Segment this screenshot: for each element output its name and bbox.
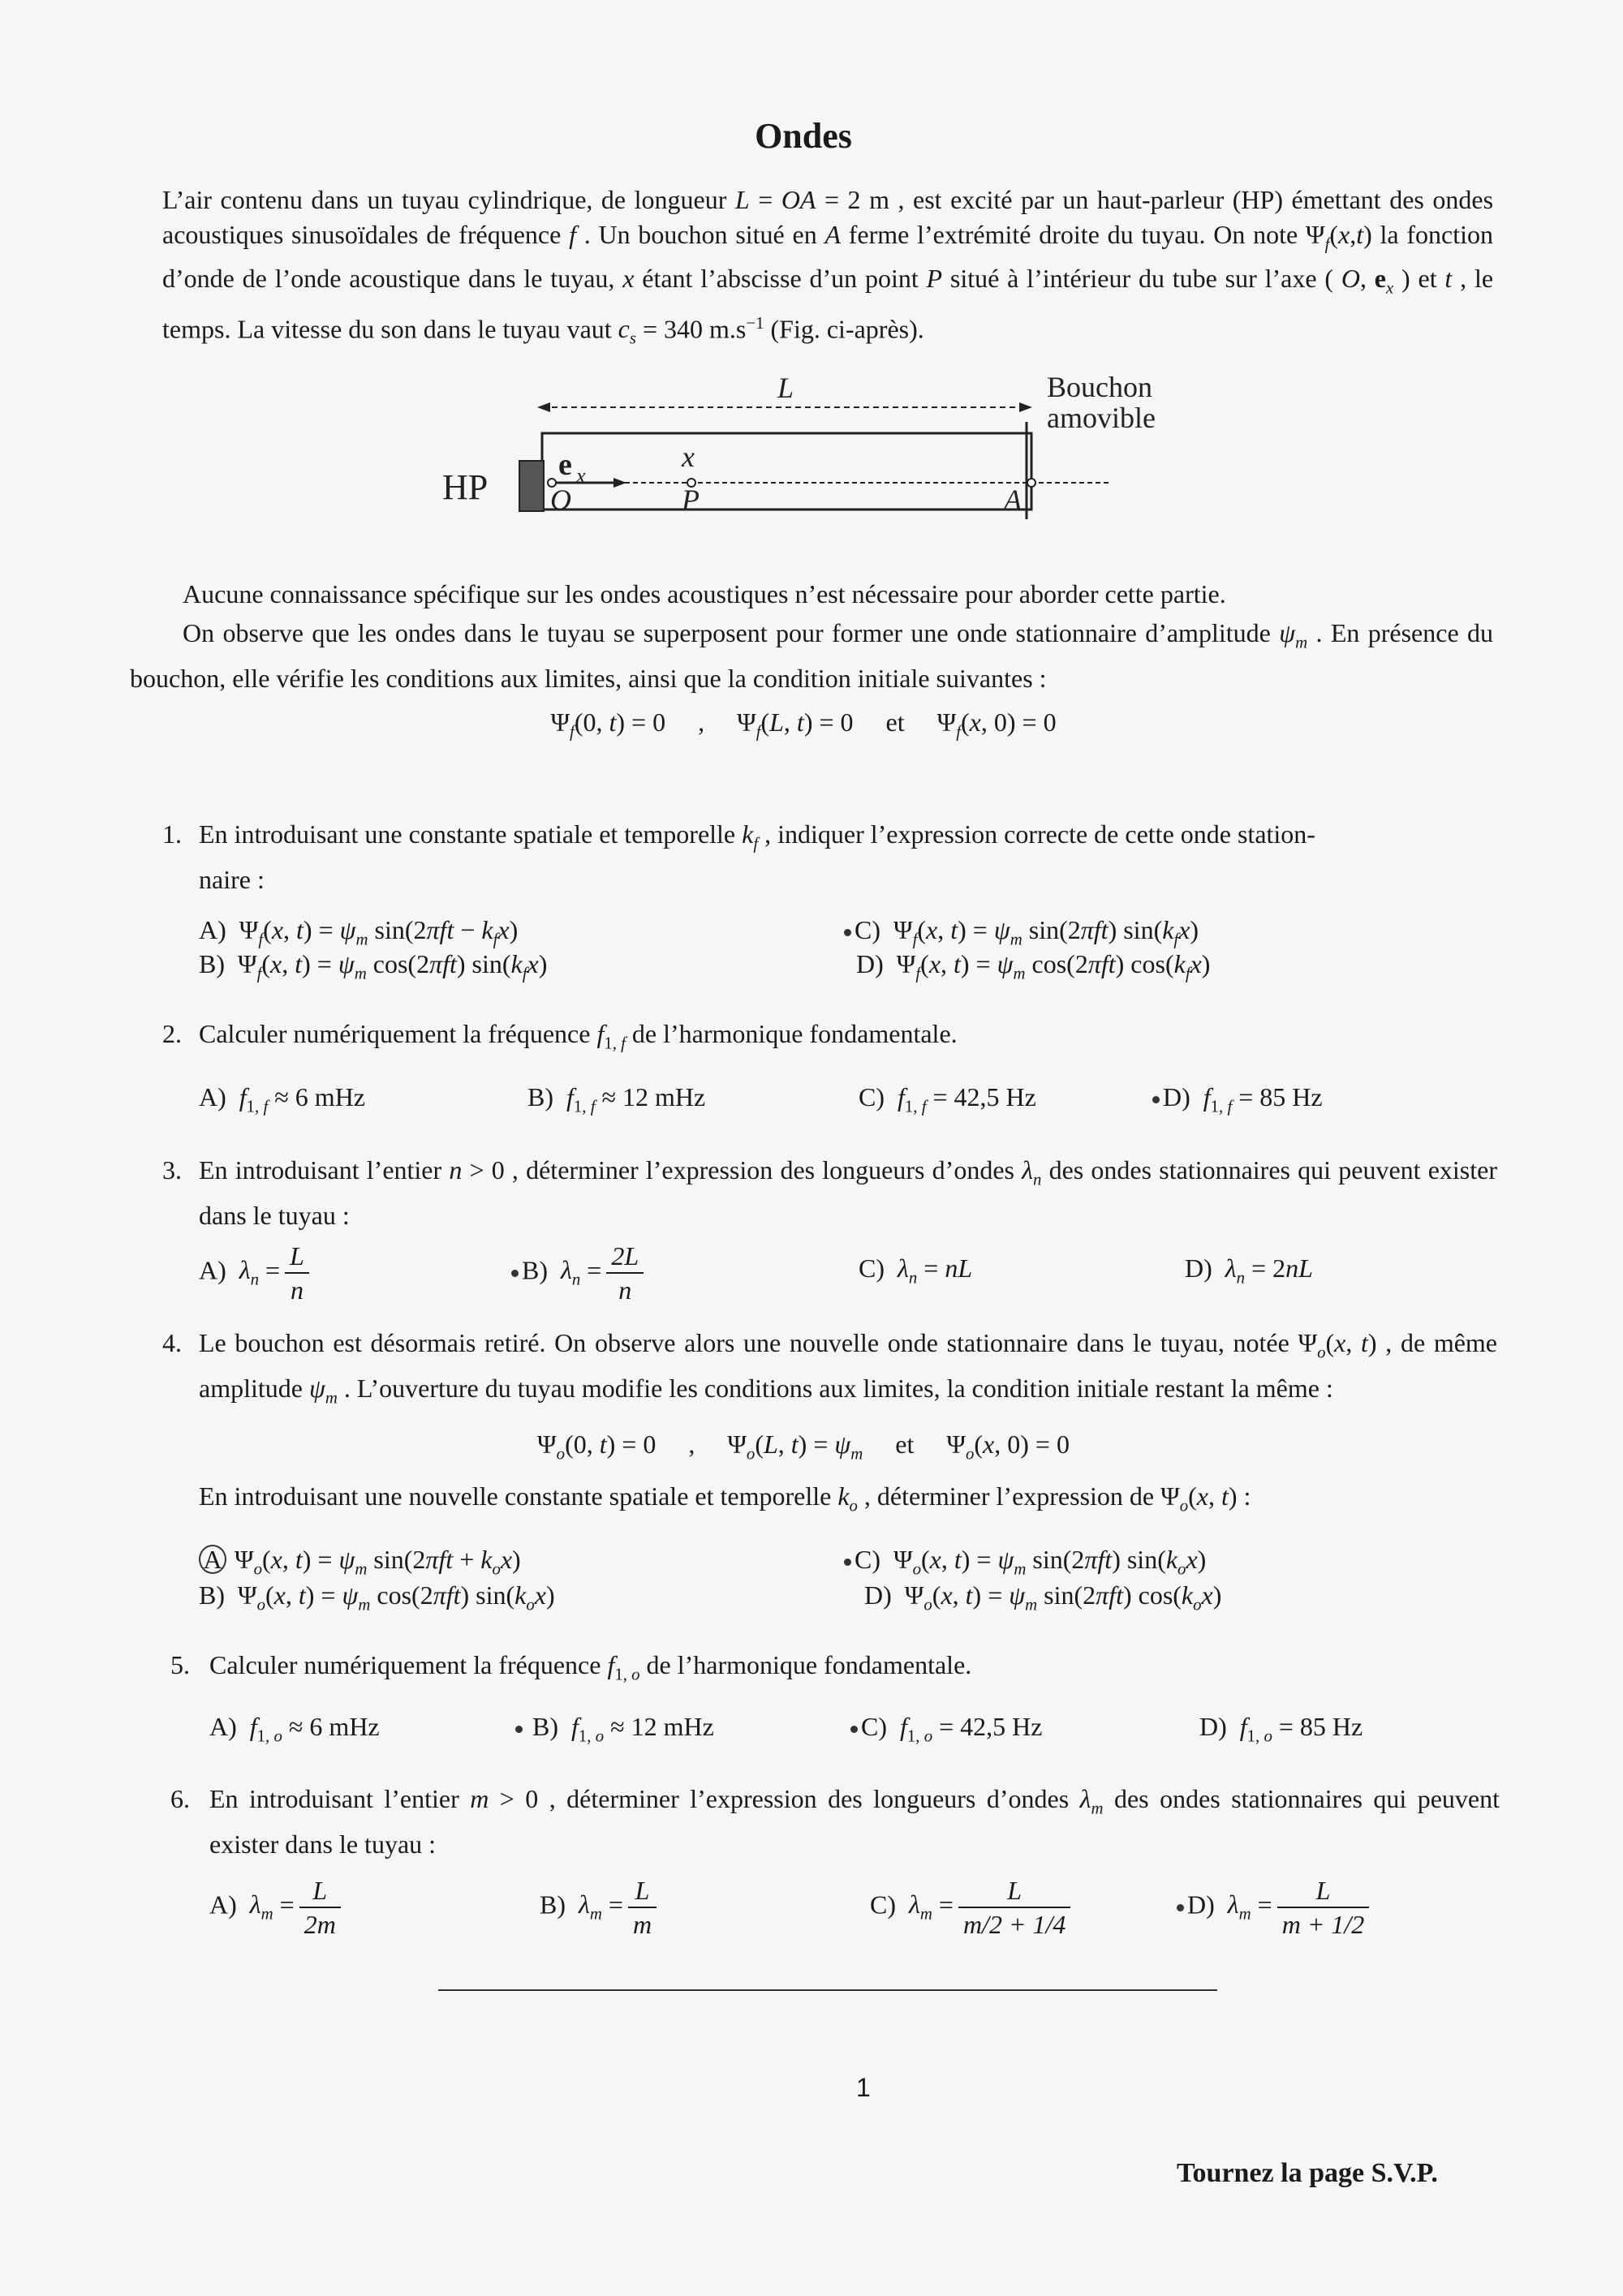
question-4-text-2: En introduisant une nouvelle constante spatiale et temporelle $k_o$ , déterminer l’expression de $\Psi_o(x$, t) : [199, 1481, 1251, 1516]
question-2-text: Calculer numériquement la fréquence $f_{1, f}$ de l’harmonique fondamentale. [199, 1019, 958, 1053]
q4-option-a[interactable]: A $\Psi_o(x$, $t) = \psi_m$ $\sin(2\pi ft + k_ox)$ [199, 1545, 521, 1579]
conditions-bouchon: $\Psi_f(0$, t) = 0 , $\Psi_f(L$, t) = 0 et $\Psi_f(x$, 0) = 0 [550, 707, 1057, 742]
q2-option-a[interactable]: A) $f_{1, f} \approx 6$ mHz [199, 1082, 365, 1116]
ex-sub-label: x [576, 464, 586, 488]
P-label: P [682, 484, 700, 516]
q2-option-d[interactable]: D) $f_{1, f} = 85$ Hz [1152, 1082, 1323, 1116]
q1-option-a[interactable]: A) $\Psi_f(x$, $t) = \psi_m$ $\sin(2\pi ft - k_fx)$ [199, 915, 519, 949]
paragraph-1: Aucune connaissance spécifique sur les ondes acoustiques n’est nécessaire pour aborder cette partie. [183, 579, 1226, 608]
separator-line [438, 1989, 1217, 1991]
q4-option-c[interactable]: C) $\Psi_o(x$, $t) = \psi_m$ sin(2πft) $\sin(k_ox)$ [844, 1545, 1206, 1579]
answer-mark-icon [844, 1559, 851, 1566]
q6-option-a[interactable]: A) $\lambda_m$ = $\frac{L}{2m}$ [209, 1874, 346, 1941]
q1-option-b[interactable]: B) $\Psi_f(x$, $t) = \psi_m$ cos(2πft) $\sin(k_fx)$ [199, 949, 548, 983]
answer-mark-icon [1177, 1904, 1184, 1911]
q2-option-c[interactable]: C) $f_{1, f} = 42,5$ Hz [859, 1082, 1036, 1116]
tube-figure [438, 365, 1156, 527]
bouchon-label: Bouchon [1047, 371, 1152, 403]
q5-option-d[interactable]: D) $f_{1, o} = 85$ Hz [1199, 1712, 1363, 1746]
length-label: L [777, 372, 794, 404]
tube [542, 433, 1031, 510]
q4-option-d[interactable]: D) $\Psi_o(x$, $t) = \psi_m$ sin(2πft) $\cos(k_ox)$ [864, 1580, 1222, 1615]
x-label: x [682, 441, 695, 473]
circled-answer-icon: A [199, 1545, 226, 1574]
question-1-text: En introduisant une constante spatiale et temporelle $k_f$ , indiquer l’expression correcte de cette onde station- naire : [199, 819, 1315, 895]
ex-label: e [558, 448, 572, 482]
A-label: A [1004, 484, 1022, 516]
question-5-text: Calculer numériquement la fréquence $f_{1, o}$ de l’harmonique fondamentale. [209, 1650, 972, 1684]
turn-page-footer: Tournez la page S.V.P. [1177, 2158, 1438, 2188]
question-number-3: 3. [162, 1155, 182, 1185]
q1-option-c[interactable]: C) $\Psi_f(x$, $t) = \psi_m$ sin(2πft) $\sin(k_fx)$ [844, 915, 1199, 949]
question-number-6: 6. [170, 1784, 190, 1813]
q3-option-b[interactable]: B) $\lambda_n$ = $\frac{2L}{n}$ [511, 1240, 648, 1306]
q1-option-d[interactable]: D) $\Psi_f(x$, $t) = \psi_m$ cos(2πft) $\cos(k_fx)$ [856, 949, 1211, 983]
question-number-1: 1. [162, 819, 182, 849]
question-number-5: 5. [170, 1650, 190, 1679]
paragraph-2: On observe que les ondes dans le tuyau se superposent pour former une onde stationnaire d’amplitude $\psi_m$ . En présence du bouchon, elle vérifie les conditions aux limites, ainsi que la condition initiale suivantes : [130, 618, 1494, 694]
q6-option-b[interactable]: B) $\lambda_m$ = $\frac{L}{m}$ [540, 1874, 661, 1941]
conditions-ouvert: $\Psi_o(0$, t) = 0 , $\Psi_o(L$, $t) = \psi_m$ et $\Psi_o(x$, 0) = 0 [537, 1430, 1070, 1464]
answer-mark-icon [850, 1726, 858, 1733]
speaker-icon [519, 461, 544, 511]
q6-option-d[interactable]: D) $\lambda_m$ = $\frac{L}{m + 1/2}$ [1177, 1874, 1374, 1941]
question-number-2: 2. [162, 1019, 182, 1048]
q5-option-b[interactable]: B) $f_{1, o} \approx 12$ mHz [515, 1712, 714, 1746]
answer-mark-icon [515, 1726, 523, 1733]
answer-mark-icon [844, 929, 851, 936]
answer-mark-icon [1152, 1096, 1160, 1103]
arrow-head-right [1019, 402, 1032, 412]
q6-option-c[interactable]: C) $\lambda_m$ = $\frac{L}{m/2 + 1/4}$ [870, 1874, 1075, 1941]
question-3-text: En introduisant l’entier n > 0 , déterminer l’expression des longueurs d’ondes $\lambda_n$ des ondes stationnaires qui peuvent exister dans le tuyau : [199, 1155, 1498, 1231]
point-A [1027, 479, 1035, 487]
question-6-text: En introduisant l’entier m > 0 , déterminer l’expression des longueurs d’ondes $\lambda_m$ des ondes stationnaires qui peuvent exister dans le tuyau : [209, 1784, 1500, 1860]
q2-option-b[interactable]: B) $f_{1, f} \approx 12$ mHz [527, 1082, 706, 1116]
q5-option-a[interactable]: A) $f_{1, o} \approx 6$ mHz [209, 1712, 380, 1746]
arrow-head-left [537, 402, 550, 412]
answer-mark-icon [511, 1270, 519, 1277]
O-label: O [550, 484, 571, 516]
q4-option-b[interactable]: B) $\Psi_o(x$, $t) = \psi_m$ cos(2πft) $\sin(k_ox)$ [199, 1580, 555, 1615]
hp-label: HP [442, 467, 489, 507]
q3-option-a[interactable]: A) $\lambda_n$ = $\frac{L}{n}$ [199, 1240, 314, 1306]
intro-paragraph: L’air contenu dans un tuyau cylindrique, de longueur L = OA = 2 m , est excité par un haut-parleur (HP) émettant des ondes acoustiques sinusoïdales de fréquence f . Un bouchon situé en A ferme l’extrémité droite du tuyau. On note $\Psi_f(x,t)$ la fonction d’onde de l’onde acoustique dans le tuyau, x étant l’abscisse d’un point P situé à l’intérieur du tube sur l’axe ( O, $e_x$ ) et t , le temps. La vitesse du son dans le tuyau vaut $c_s = 340$ $m.s^{-1}$ (Fig. ci-après). [162, 185, 1494, 348]
amovible-label: amovible [1047, 402, 1156, 434]
question-4-text: Le bouchon est désormais retiré. On observe alors une nouvelle onde stationnaire dans le tuyau, notée $\Psi_o(x$, t) , de même amplitude $\psi_m$ . L’ouverture du tuyau modifie les conditions aux limites, la condition initiale restant la même : [199, 1328, 1498, 1408]
q5-option-c[interactable]: C) $f_{1, o} = 42,5$ Hz [850, 1712, 1042, 1746]
question-number-4: 4. [162, 1328, 182, 1357]
page-number: 1 [856, 2073, 871, 2102]
q3-option-c[interactable]: C) $\lambda_n$ = nL [859, 1253, 973, 1288]
page-title: Ondes [755, 116, 852, 156]
ex-arrow-head [613, 478, 626, 488]
q3-option-d[interactable]: D) $\lambda_n = 2nL$ [1185, 1253, 1313, 1288]
